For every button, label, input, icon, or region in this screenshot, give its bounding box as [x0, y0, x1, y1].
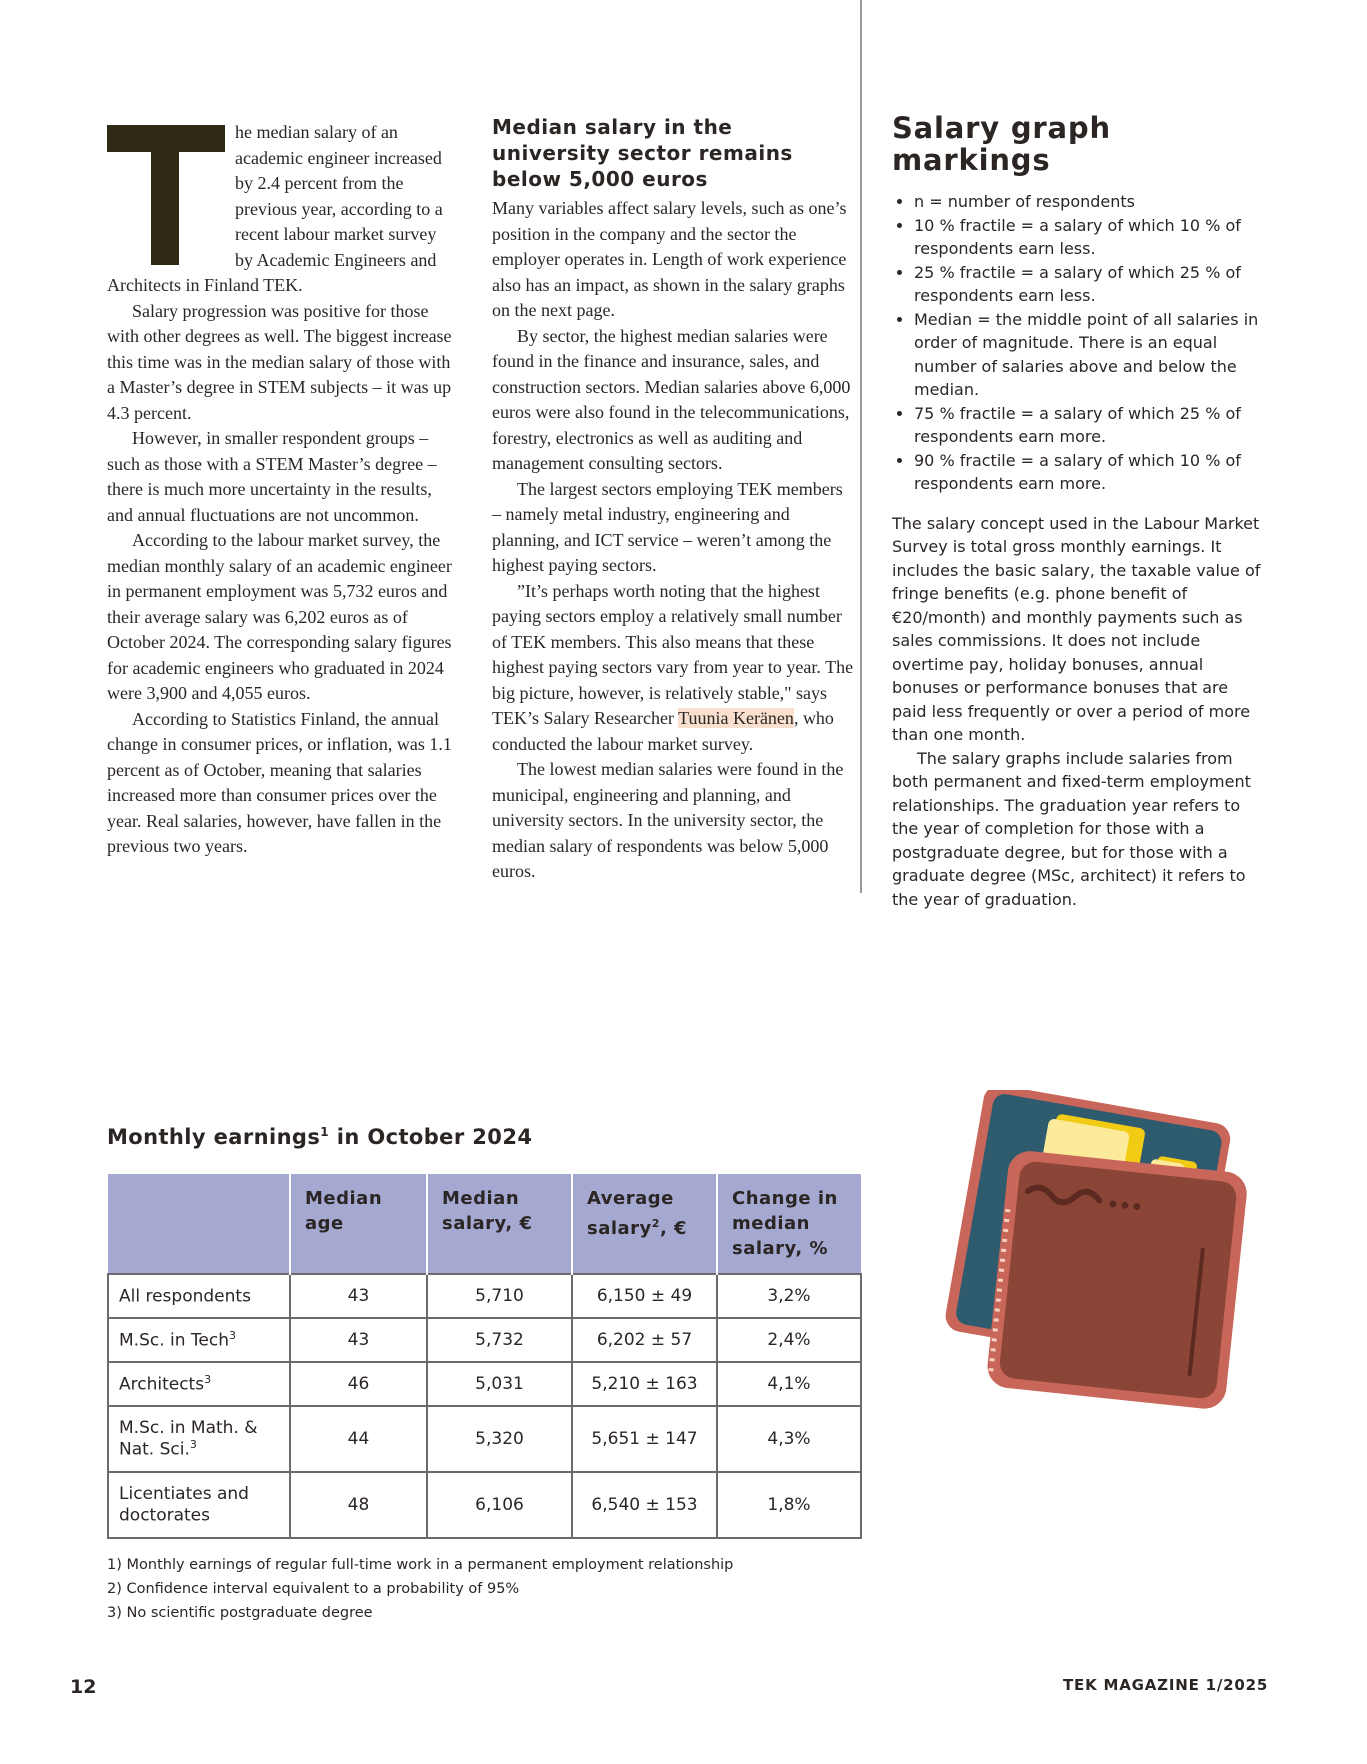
row-label-text: All respondents: [119, 1286, 251, 1307]
article-paragraph: However, in smaller respondent groups – such as those with a STEM Master’s degree – there is much more uncertainty in the results, and annual fluctuations are not uncommon.: [107, 428, 437, 525]
cell-average: 6,150 ± 49: [572, 1274, 717, 1318]
article-paragraph: he median salary of an academic engineer increased by 2.4 percent from the previous year, according to a recent labour market survey by Academic Engineers and Architects in Finland TEK.: [107, 122, 443, 295]
cell-average: 5,210 ± 163: [572, 1362, 717, 1406]
article-paragraph: The lowest median salaries were found in the municipal, engineering and planning, and university sectors. In the university sector, the median salary of respondents was below 5,000 euros.: [492, 759, 844, 881]
footnote-ref: 3: [204, 1373, 212, 1387]
cell-age: 44: [290, 1406, 427, 1472]
cell-change: 4,3%: [717, 1406, 861, 1472]
article-paragraph: By sector, the highest median salaries were found in the finance and insurance, sales, and construction sectors. Median salaries above 6,000 euros were also found in the telecommunications, forestry, electronics as well as auditing and management consulting sectors.: [492, 325, 851, 473]
article-column-2: [492, 114, 854, 885]
article-paragraph: Salary progression was positive for those with other degrees as well. The biggest increase this time was in the median salary of those with a Master’s degree in STEM subjects – it was up 4.3 percent.: [107, 300, 452, 423]
sidebar-title: Salary graph markings: [892, 111, 1111, 177]
list-item: • 75 % fractile = a salary of which 25 % of respondents earn more.: [914, 402, 1262, 449]
table-row: [108, 1472, 861, 1538]
table-row: [108, 1406, 861, 1472]
footnote-ref: 3: [189, 1438, 197, 1452]
footnote-ref: 3: [229, 1329, 236, 1343]
dropcap-letter: [107, 120, 225, 265]
header-cell: Median age: [290, 1174, 427, 1274]
wallet-illustration: [918, 1090, 1248, 1420]
markings-list: [892, 190, 1262, 496]
header-cell: [572, 1174, 717, 1274]
header-cell: Change in median salary, %: [717, 1174, 861, 1274]
sidebar-box: [892, 112, 1262, 911]
cell-average: 6,540 ± 153: [572, 1472, 717, 1538]
row-label-text: Architects: [119, 1374, 205, 1395]
cell-age: 48: [290, 1472, 427, 1538]
table-header-row: [108, 1174, 861, 1274]
table-title-text-rest: in October 2024: [329, 1125, 533, 1149]
cell-change: 2,4%: [717, 1318, 861, 1362]
table-footnotes: [107, 1553, 733, 1625]
table-row: [108, 1318, 861, 1362]
list-item: • 90 % fractile = a salary of which 10 % of respondents earn more.: [914, 449, 1262, 496]
page-number: 12: [70, 1676, 97, 1698]
header-text: Average salary: [587, 1188, 674, 1239]
footnote-ref: 1: [320, 1125, 330, 1139]
row-label: [108, 1318, 290, 1362]
article-paragraph: According to Statistics Finland, the annual change in consumer prices, or inflation, was 1.1 percent as of October, meaning that salaries increased more than consumer prices over the year. Real salaries, however, have fallen in the previous two years.: [107, 708, 452, 856]
cell-median: 5,320: [427, 1406, 572, 1472]
footnote: 1) Monthly earnings of regular full-time work in a permanent employment relationship: [107, 1557, 734, 1573]
cell-age: 46: [290, 1362, 427, 1406]
cell-change: 3,2%: [717, 1274, 861, 1318]
article-paragraph: According to the labour market survey, the median monthly salary of an academic engineer in permanent employment was 5,732 euros and their average salary was 6,202 euros as of October 2024. The corresponding salary figures for academic engineers who graduated in 2024 were 3,900 and 4,055 euros.: [107, 530, 452, 703]
sidebar-paragraph: The salary concept used in the Labour Market Survey is total gross monthly earnings. It includes the basic salary, the taxable value of fringe benefits (e.g. phone benefit of €20/month) and monthly payments such as sales commissions. It does not include overtime pay, holiday bonuses, annual bonuses or performance bonuses that are paid less frequently or over a period of more than one month.: [892, 513, 1261, 744]
row-label: [108, 1406, 290, 1472]
cell-median: 5,031: [427, 1362, 572, 1406]
table-title: [107, 1125, 532, 1149]
quote-text-end: , who conducted the labour market survey.: [492, 708, 834, 754]
row-label-text: Licentiates and doctorates: [119, 1484, 249, 1526]
header-text-rest: , €: [659, 1218, 688, 1239]
table-title-text: Monthly earnings: [107, 1125, 321, 1149]
article-paragraph: Many variables affect salary levels, such as one’s position in the company and the sector the employer operates in. Length of work experience also has an impact, as shown in the salary graphs on the next page.: [492, 198, 847, 320]
list-item: • n = number of respondents: [914, 190, 1262, 214]
header-cell: [108, 1174, 290, 1274]
article-column-1: [107, 120, 457, 860]
cell-change: 1,8%: [717, 1472, 861, 1538]
article-paragraph: The largest sectors employing TEK members – namely metal industry, engineering and planning, and ICT service – weren’t among the highest paying sectors.: [492, 478, 843, 575]
magazine-issue: TEK MAGAZINE 1/2025: [1063, 1676, 1269, 1694]
header-cell: Median salary, €: [427, 1174, 572, 1274]
cell-change: 4,1%: [717, 1362, 861, 1406]
cell-median: 5,710: [427, 1274, 572, 1318]
row-label-text: M.Sc. in Tech: [119, 1330, 229, 1351]
cell-average: 6,202 ± 57: [572, 1318, 717, 1362]
quote-paragraph: [492, 579, 854, 758]
table-row: [108, 1274, 861, 1318]
column-divider: [860, 0, 862, 893]
cell-average: 5,651 ± 147: [572, 1406, 717, 1472]
cell-median: 6,106: [427, 1472, 572, 1538]
earnings-table: [107, 1174, 862, 1539]
list-item: • Median = the middle point of all salaries in order of magnitude. There is an equal number of salaries above and below the median.: [914, 308, 1262, 402]
sidebar-paragraph: The salary graphs include salaries from both permanent and fixed-term employment relationships. The graduation year refers to the year of completion for those with a postgraduate degree, but for those with a graduate degree (MSc, architect) it refers to the year of graduation.: [892, 748, 1251, 909]
footnote-ref: 2: [651, 1217, 660, 1230]
cell-age: 43: [290, 1274, 427, 1318]
row-label: [108, 1274, 290, 1318]
list-item: • 10 % fractile = a salary of which 10 % of respondents earn less.: [914, 214, 1262, 261]
section-heading: Median salary in the university sector remains below 5,000 euros: [492, 115, 793, 191]
quote-text: ”It’s perhaps worth noting that the highest paying sectors employ a relatively small number of TEK members. This also means that these highest paying sectors vary from year to year. The big picture, however, is relatively stable," says TEK’s Salary Researcher: [492, 580, 854, 728]
row-label: [108, 1472, 290, 1538]
highlighted-name: Tuunia Keränen: [678, 708, 794, 728]
cell-median: 5,732: [427, 1318, 572, 1362]
table-row: [108, 1362, 861, 1406]
row-label-text: M.Sc. in Math. & Nat. Sci.: [119, 1418, 258, 1460]
footnote: 2) Confidence interval equivalent to a probability of 95%: [107, 1581, 520, 1597]
cell-age: 43: [290, 1318, 427, 1362]
footnote: 3) No scientific postgraduate degree: [107, 1605, 373, 1621]
row-label: [108, 1362, 290, 1406]
list-item: • 25 % fractile = a salary of which 25 % of respondents earn less.: [914, 261, 1262, 308]
